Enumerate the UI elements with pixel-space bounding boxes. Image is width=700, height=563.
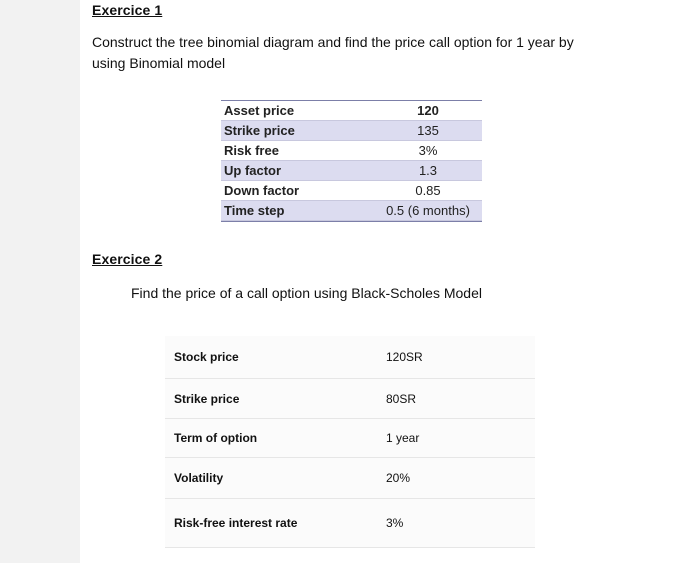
table-row [165,336,535,379]
table-row [221,200,482,221]
param-value: 20% [386,471,411,485]
table-row [221,160,482,181]
param-value: 3% [418,143,438,158]
param-label: Volatility [174,471,224,485]
param-value: 0.5 (6 months) [386,203,470,218]
table-row [221,141,482,160]
param-label: Risk-free interest rate [174,516,298,530]
exercise1-instructions-line2: using Binomial model [92,55,226,71]
exercise1-instructions-line1: Construct the tree binomial diagram and find the price call option for 1 year by [92,34,574,50]
exercise2-instructions: Find the price of a call option using Black-Scholes Model [131,285,482,301]
param-label: Risk free [224,143,279,158]
document-page [80,0,700,563]
param-value: 3% [386,516,404,530]
exercise1-heading: Exercice 1 [92,2,163,18]
param-value: 120 [417,103,439,118]
param-value: 120SR [386,350,423,364]
param-value: 1 year [386,431,420,445]
table-row [165,419,535,458]
param-value: 0.85 [415,183,441,198]
param-label: Up factor [224,163,282,178]
param-label: Time step [224,203,285,218]
binomial-parameters-table [221,100,482,222]
table-row [165,458,535,499]
param-label: Strike price [224,123,295,138]
param-label: Term of option [174,431,258,445]
table-row [221,101,482,120]
table-row [221,181,482,200]
param-value: 80SR [386,391,417,406]
param-label: Strike price [174,391,240,406]
param-value: 1.3 [418,163,438,178]
param-value: 135 [417,123,439,138]
black-scholes-parameters-table [165,336,535,548]
param-label: Stock price [174,350,239,364]
exercise2-heading: Exercice 2 [92,251,163,267]
table-row [221,120,482,141]
table-row [165,499,535,548]
table-row [165,379,535,419]
param-label: Down factor [224,183,300,198]
param-label: Asset price [224,103,295,118]
